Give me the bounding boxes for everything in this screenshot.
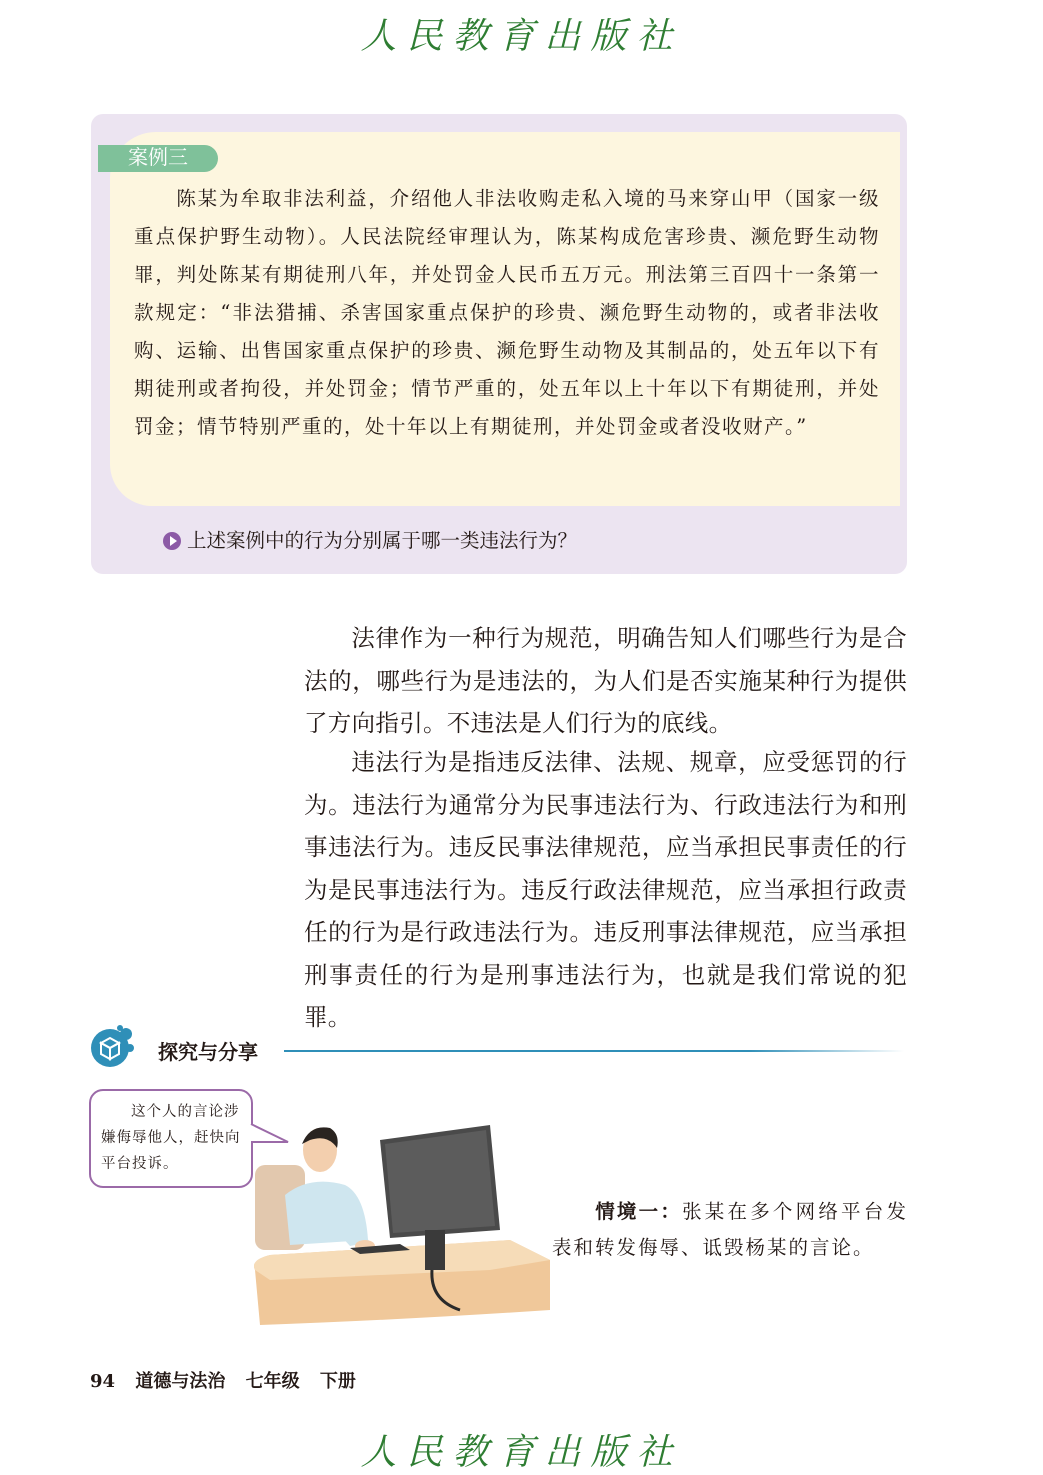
body-paragraph-1-text: 法律作为一种行为规范，明确告知人们哪些行为是合法的，哪些行为是违法的，为人们是否实施某种行为提供了方向指引。不违法是人们行为的底线。 — [304, 624, 907, 737]
publisher-logo-bottom: 人民教育出版社 — [360, 1432, 683, 1473]
case-text: 陈某为牟取非法利益，介绍他人非法收购走私入境的马来穿山甲（国家一级重点保护野生动物）。人民法院经审理认为，陈某构成危害珍贵、濒危野生动物罪，判处陈某有期徒刑八年，并处罚金人民币五万元。刑法第三百四十一条第一款规定：“非法猎捕、杀害国家重点保护的珍贵、濒危野生动物的，或者非法收购、运输、出售国家重点保护的珍贵、濒危野生动物及其制品的，处五年以下有期徒刑或者拘役，并处罚金；情节严重的，处五年以上十年以下有期徒刑，并处罚金；情节特别严重的，处十年以上有期徒刑，并处罚金或者没收财产。” — [134, 187, 880, 438]
speech-bubble — [89, 1089, 253, 1188]
footer-volume: 下册 — [319, 1371, 356, 1392]
case-tag: 案例三 — [98, 145, 218, 172]
case-question-text: 上述案例中的行为分别属于哪一类违法行为？ — [187, 530, 578, 552]
body-paragraph-1 — [304, 617, 907, 745]
person-at-computer-illustration — [250, 1120, 550, 1330]
explore-cube-icon — [90, 1024, 136, 1070]
page-footer — [90, 1367, 370, 1393]
scenario-block — [552, 1194, 908, 1266]
section-title: 探究与分享 — [158, 1042, 258, 1064]
section-divider — [284, 1050, 904, 1052]
body-paragraph-2-text: 违法行为是指违反法律、法规、规章，应受惩罚的行为。违法行为通常分为民事违法行为、行政违法行为和刑事违法行为。违反民事法律规范，应当承担民事责任的行为是民事违法行为。违反行政法律规范，应当承担行政责任的行为是行政违法行为。违反刑事法律规范，应当承担刑事责任的行为是刑事违法行为，也就是我们常说的犯罪。 — [304, 748, 907, 1031]
case-question — [163, 526, 577, 556]
page-number: 94 — [90, 1371, 116, 1392]
scenario-label: 情境一： — [594, 1201, 683, 1223]
footer-grade: 七年级 — [245, 1371, 300, 1392]
publisher-logo-top: 人民教育出版社 — [360, 16, 683, 57]
speech-bubble-text: 这个人的言论涉嫌侮辱他人，赶快向平台投诉。 — [101, 1104, 241, 1172]
play-icon — [163, 532, 181, 550]
footer-subject: 道德与法治 — [135, 1371, 226, 1392]
case-text-block — [134, 180, 880, 446]
scenario-text: 张某在多个网络平台发表和转发侮辱、诋毁杨某的言论。 — [552, 1200, 908, 1259]
body-paragraph-2 — [304, 741, 907, 1039]
